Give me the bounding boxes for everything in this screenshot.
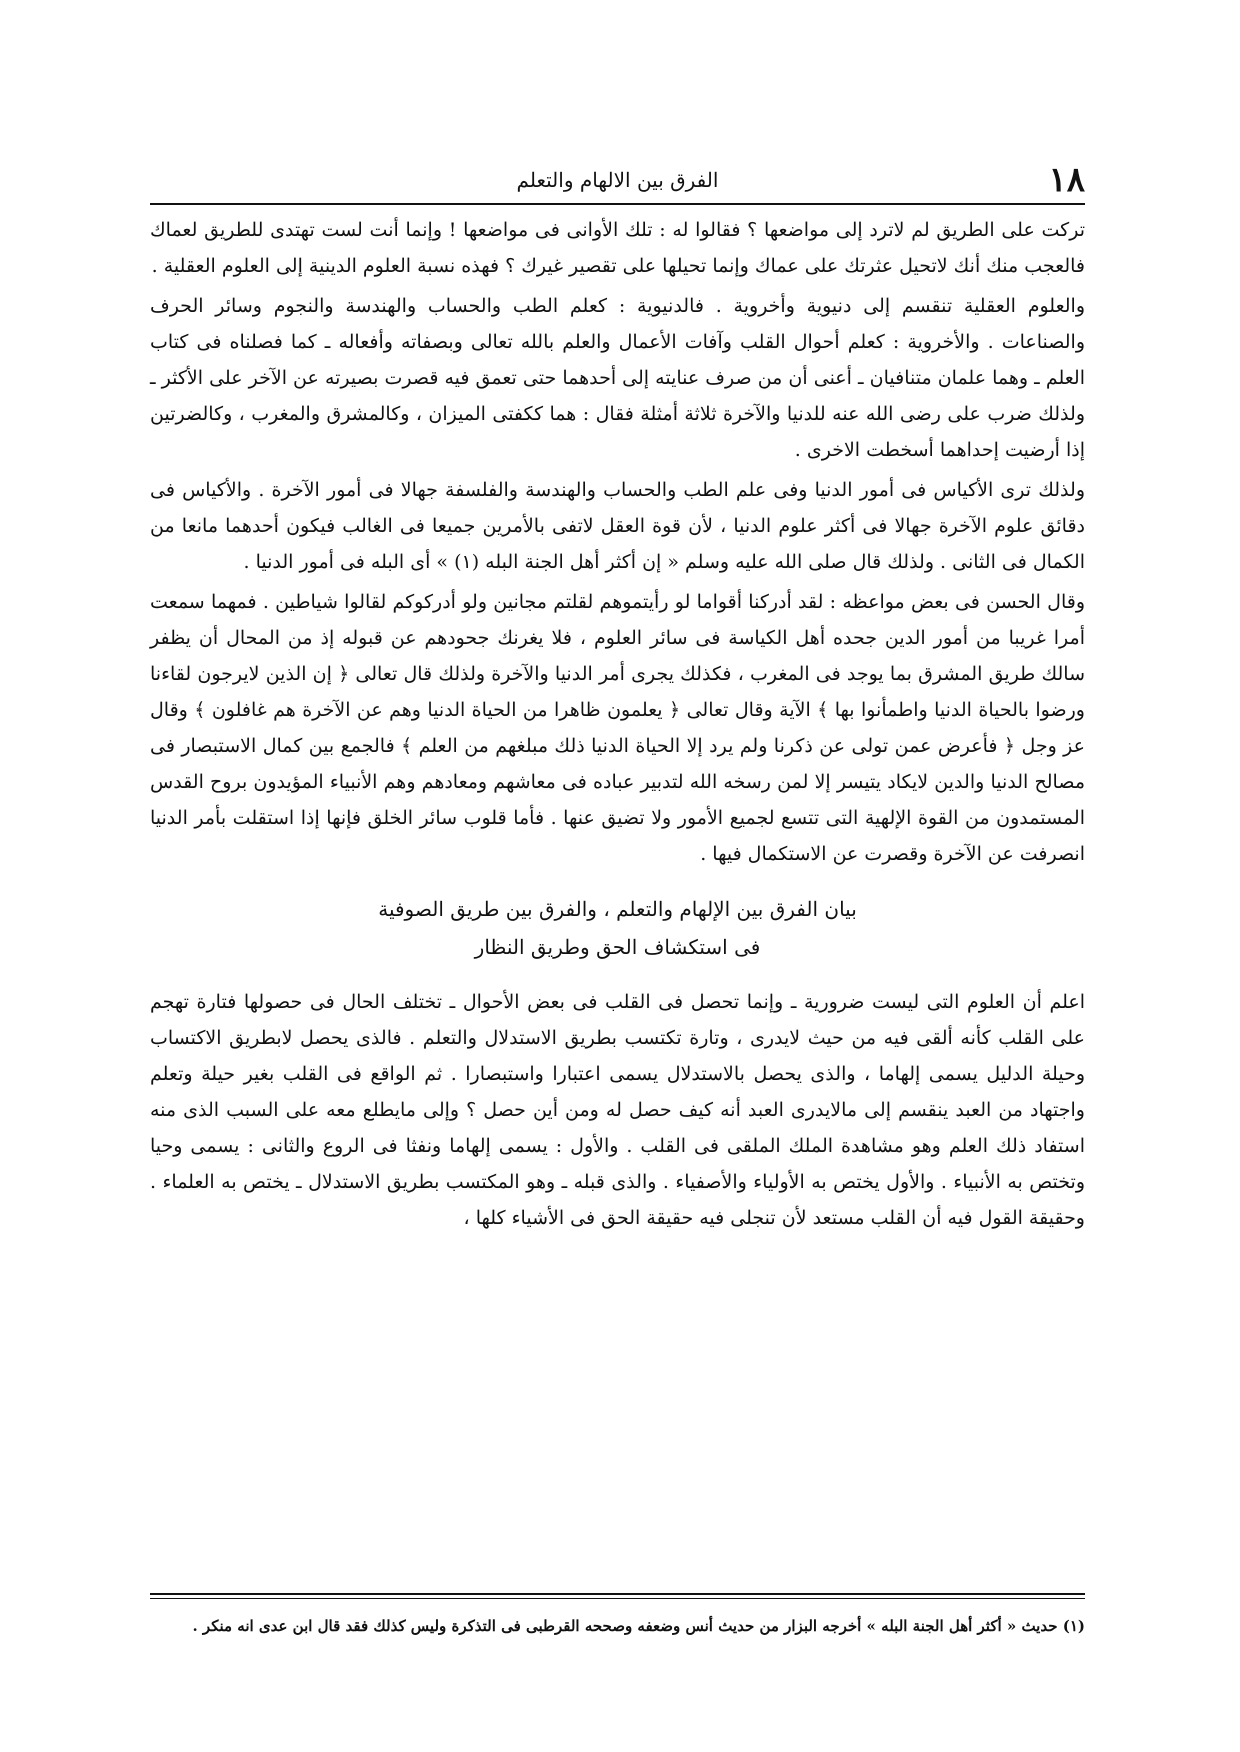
footnote: (١) حديث « أكثر أهل الجنة البله » أخرجه البزار من حديث أنس وضعفه وصححه القرطبى فى التذكرة وليس كذلك فقد قال ابن عدى انه منكر . xyxy=(192,1617,1085,1635)
footnote-divider xyxy=(150,1593,1085,1595)
page-header xyxy=(150,158,1085,202)
paragraph-5: اعلم أن العلوم التى ليست ضرورية ـ وإنما تحصل فى القلب فى بعض الأحوال ـ تختلف الحال فى حصولها فتارة تهجم على القلب كأنه ألقى فيه من حيث لايدرى ، وتارة تكتسب بطريق الاستدلال والتعلم . فالذى يحصل لابطريق الاكتساب وحيلة الدليل يسمى إلهاما ، والذى يحصل بالاستدلال يسمى اعتبارا واستبصارا . ثم الواقع فى القلب بغير حيلة وتعلم واجتهاد من العبد ينقسم إلى مالايدرى العبد أنه كيف حصل له ومن أين حصل ؟ وإلى مايطلع معه على السبب الذى منه استفاد ذلك العلم وهو مشاهدة الملك الملقى فى القلب . والأول : يسمى إلهاما ونفثا فى الروع والثانى : يسمى وحيا وتختص به الأنبياء . والأول يختص به الأولياء والأصفياء . والذى قبله ـ وهو المكتسب بطريق الاستدلال ـ يختص به العلماء . وحقيقة القول فيه أن القلب مستعد لأن تنجلى فيه حقيقة الحق فى الأشياء كلها ، xyxy=(150,991,1085,1229)
section-heading-line-1: بيان الفرق بين الإلهام والتعلم ، والفرق بين طريق الصوفية xyxy=(378,897,857,921)
header-divider xyxy=(150,203,1085,205)
paragraph-1: تركت على الطريق لم لاترد إلى مواضعها ؟ فقالوا له : تلك الأوانى فى مواضعها ! وإنما أنت لست تهتدى للطريق لعماك فالعجب منك أنك لاتحيل عثرتك على عماك وإنما تحيلها على تقصير غيرك ؟ فهذه نسبة العلوم الدينية إلى العلوم العقلية . xyxy=(150,219,1085,277)
paragraph-4: وقال الحسن فى بعض مواعظه : لقد أدركنا أقواما لو رأيتموهم لقلتم مجانين ولو أدركوكم لقالوا شياطين . فمهما سمعت أمرا غريبا من أمور الدين جحده أهل الكياسة فى سائر العلوم ، فلا يغرنك جحودهم عن قبوله إذ من المحال أن يظفر سالك طريق المشرق بما يوجد فى المغرب ، فكذلك يجرى أمر الدنيا والآخرة ولذلك قال تعالى ﴿ إن الذين لايرجون لقاءنا ورضوا بالحياة الدنيا واطمأنوا بها ﴾ الآية وقال تعالى ﴿ يعلمون ظاهرا من الحياة الدنيا وهم عن الآخرة هم غافلون ﴾ وقال عز وجل ﴿ فأعرض عمن تولى عن ذكرنا ولم يرد إلا الحياة الدنيا ذلك مبلغهم من العلم ﴾ فالجمع بين كمال الاستبصار فى مصالح الدنيا والدين لايكاد يتيسر إلا لمن رسخه الله لتدبير عباده فى معاشهم ومعادهم وهم الأنبياء المؤيدون بروح القدس المستمدون من القوة الإلهية التى تتسع لجميع الأمور ولا تضيق عنها . فأما قلوب سائر الخلق فإنها إذا استقلت بأمر الدنيا انصرفت عن الآخرة وقصرت عن الاستكمال فيها . xyxy=(150,591,1085,865)
page-number: ١٨ xyxy=(1048,160,1085,200)
footnote-divider-thin xyxy=(150,1598,1085,1599)
section-heading-line-2: فى استكشاف الحق وطريق النظار xyxy=(474,935,761,959)
section-heading xyxy=(150,890,1085,966)
paragraph-2: والعلوم العقلية تنقسم إلى دنيوية وأخروية . فالدنيوية : كعلم الطب والحساب والهندسة والنجوم وسائر الحرف والصناعات . والأخروية : كعلم أحوال القلب وآفات الأعمال والعلم بالله تعالى وبصفاته وأفعاله ـ كما فصلناه فى كتاب العلم ـ وهما علمان متنافيان ـ أعنى أن من صرف عنايته إلى أحدهما حتى تعمق فيه قصرت بصيرته عن الآخر على الأكثر ـ ولذلك ضرب على رضى الله عنه للدنيا والآخرة ثلاثة أمثلة فقال : هما ككفتى الميزان ، وكالمشرق والمغرب ، وكالضرتين إذا أرضيت إحداهما أسخطت الاخرى . xyxy=(150,295,1085,461)
running-title: الفرق بين الالهام والتعلم xyxy=(516,168,719,192)
paragraph-3: ولذلك ترى الأكياس فى أمور الدنيا وفى علم الطب والحساب والهندسة والفلسفة جهالا فى أمور الآخرة . والأكياس فى دقائق علوم الآخرة جهالا فى أكثر علوم الدنيا ، لأن قوة العقل لاتفى بالأمرين جميعا فى الغالب فيكون أحدهما مانعا من الكمال فى الثانى . ولذلك قال صلى الله عليه وسلم « إن أكثر أهل الجنة البله (١) » أى البله فى أمور الدنيا . xyxy=(150,479,1085,573)
main-text xyxy=(150,212,1085,1240)
